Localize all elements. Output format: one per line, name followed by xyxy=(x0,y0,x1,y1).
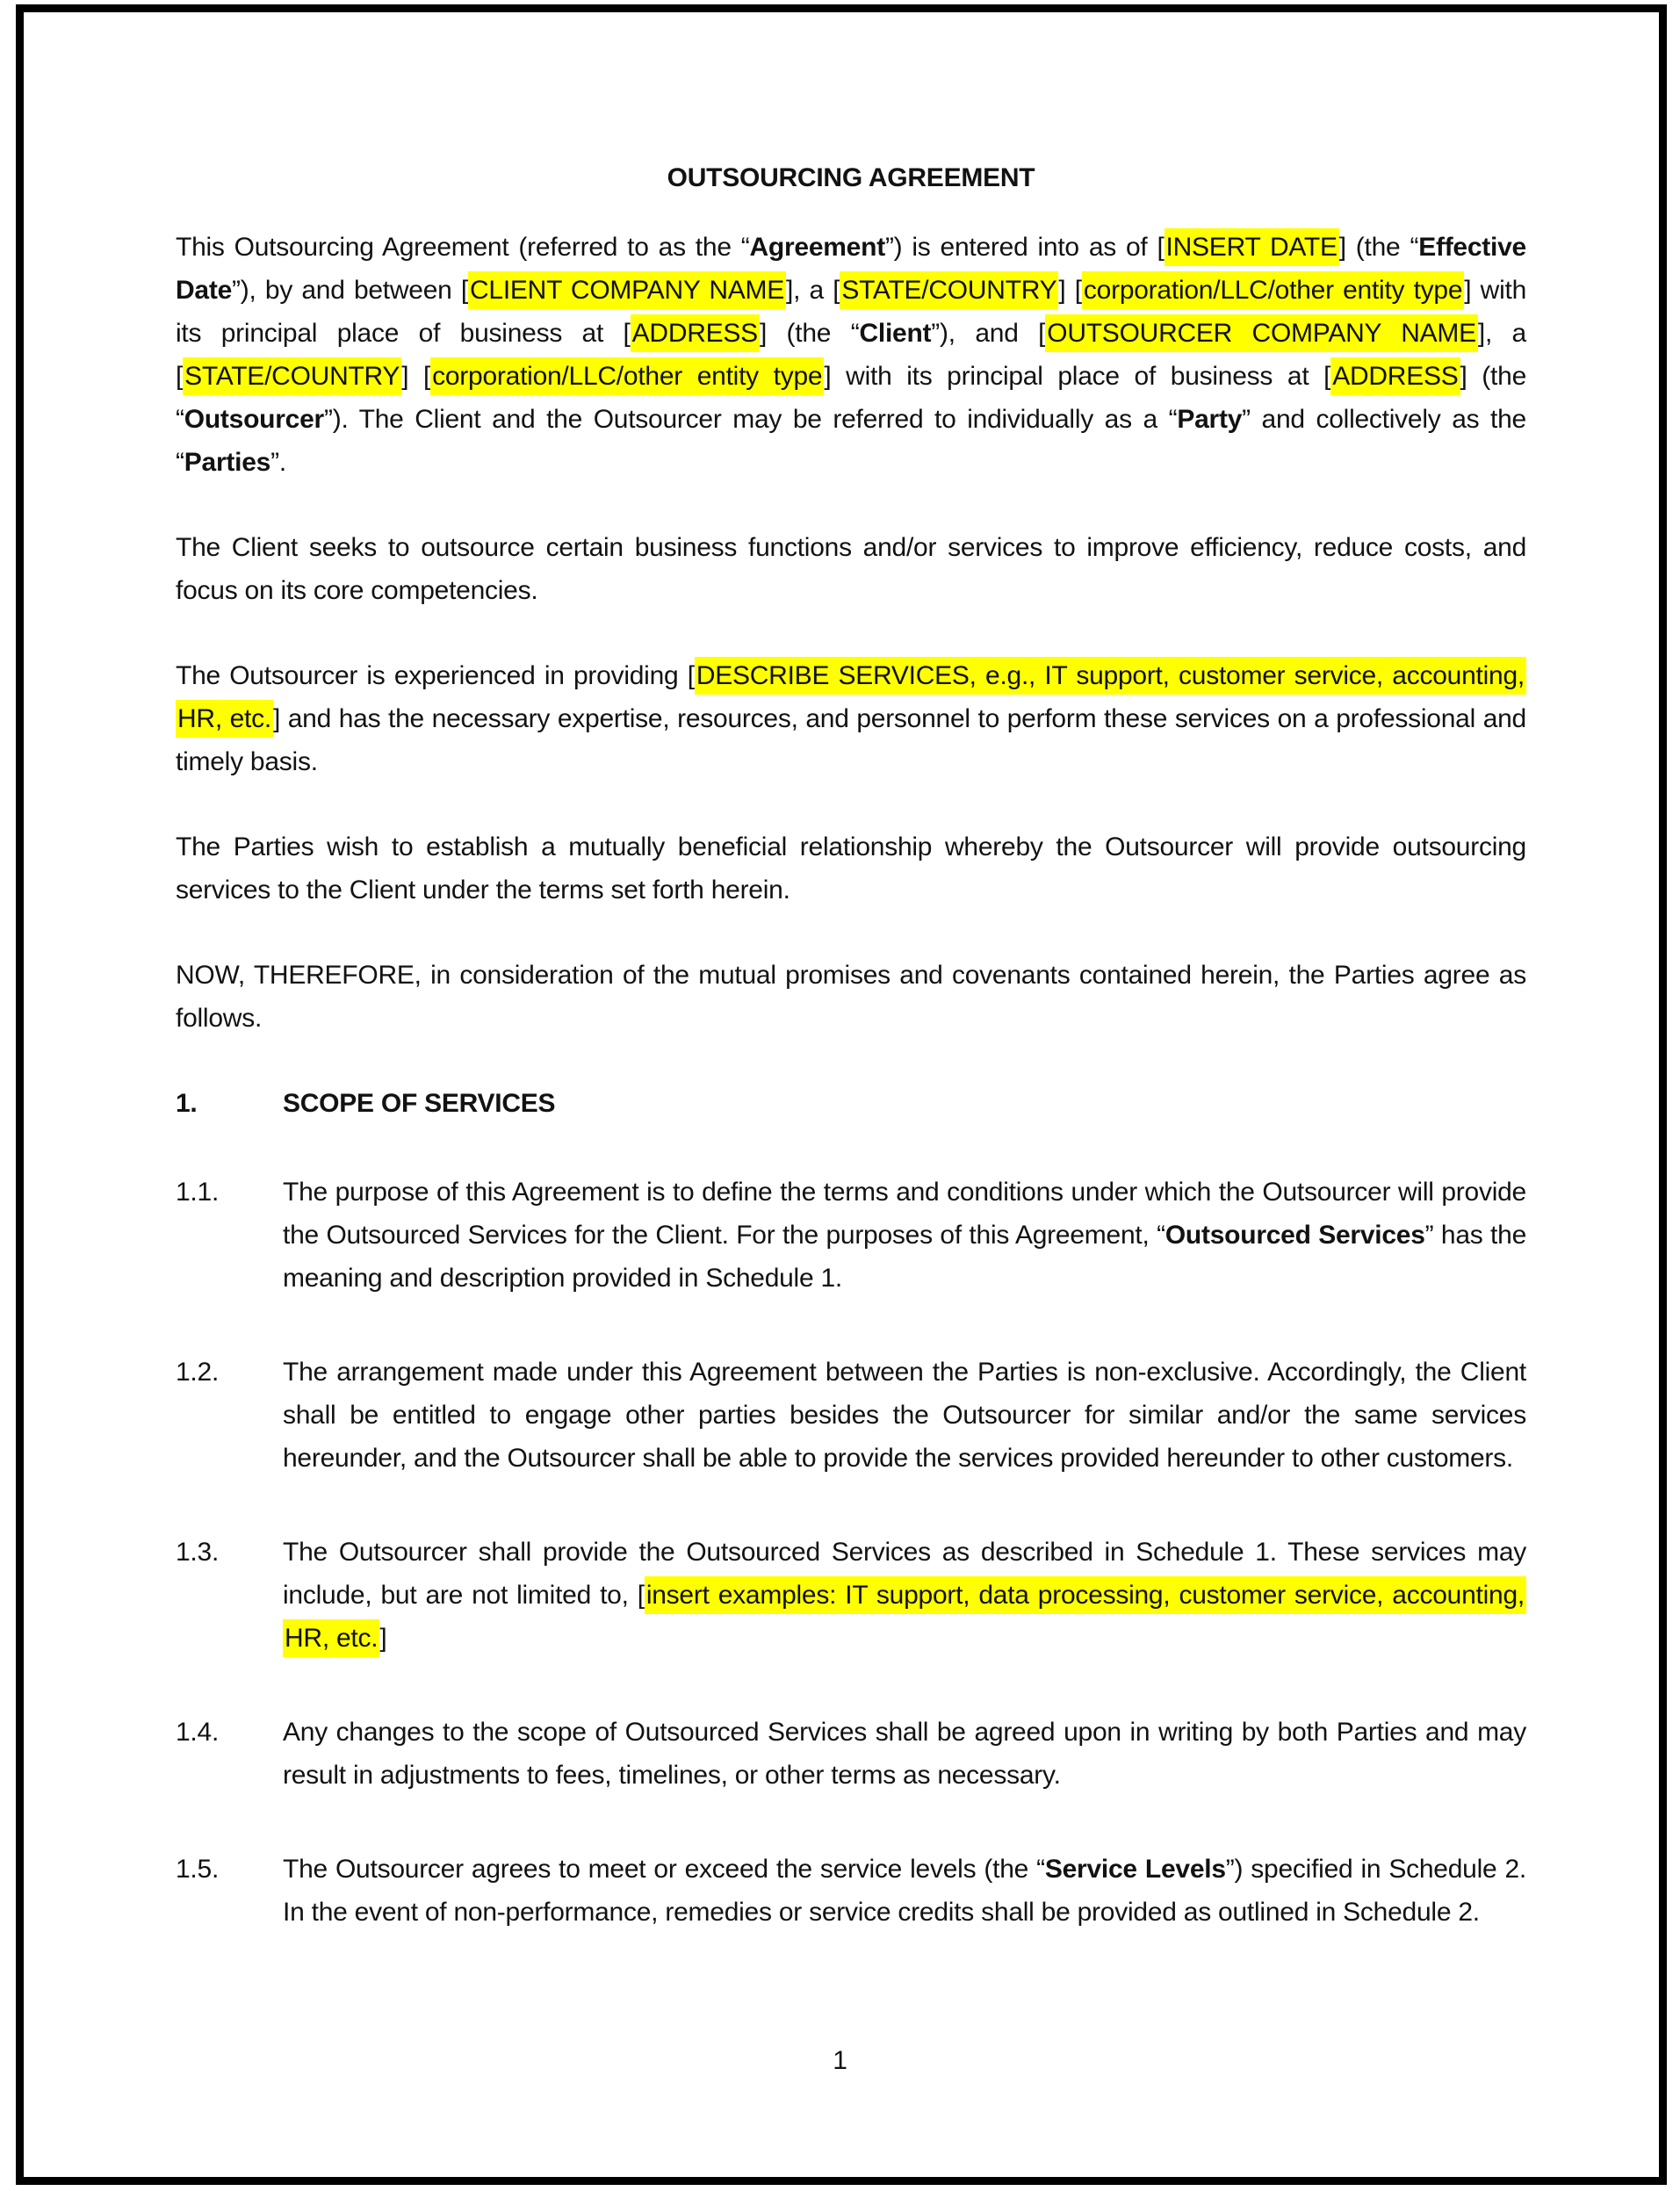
text-run: ] (the “ xyxy=(759,319,860,348)
page-number: 1 xyxy=(833,2046,847,2075)
paragraph xyxy=(176,954,1526,1040)
paragraph xyxy=(176,526,1526,612)
text-run: ”. xyxy=(270,448,286,477)
placeholder-highlight: STATE/COUNTRY xyxy=(840,271,1058,309)
numbered-clause xyxy=(176,1848,1526,1934)
text-run: ] with its principal place of business at [ xyxy=(176,276,1527,348)
defined-term: Party xyxy=(1177,405,1243,434)
numbered-clause xyxy=(176,1531,1526,1660)
clause-text xyxy=(283,1089,555,1118)
defined-term: Outsourcer xyxy=(184,405,324,434)
clause-text xyxy=(283,1178,1526,1293)
numbered-clause xyxy=(176,1351,1526,1480)
text-run: ] with its principal place of business at [ xyxy=(824,362,1331,391)
paragraph xyxy=(176,226,1526,484)
placeholder-highlight: CLIENT COMPANY NAME xyxy=(468,271,786,309)
text-run: The Client seeks to outsource certain business functions and/or services to improve efficiency, reduce costs, and focus on its core competencies. xyxy=(176,533,1526,605)
text-run: NOW, THEREFORE, in consideration of the mutual promises and covenants contained herein, the Parties agree as follows. xyxy=(176,961,1526,1033)
text-run: ” has the meaning and description provided in Schedule 1. xyxy=(283,1221,1527,1293)
text-run: ], a [ xyxy=(176,319,1526,391)
text-run: ”), and [ xyxy=(931,319,1046,348)
text-run: The Outsourcer shall provide the Outsourced Services as described in Schedule 1. These services may include, but are not limited to, [ xyxy=(283,1538,1526,1610)
clause-number: 1.3. xyxy=(176,1538,220,1567)
text-run: ”). The Client and the Outsourcer may be referred to individually as a “ xyxy=(323,405,1178,434)
text-run: ] (the “ xyxy=(1338,233,1419,262)
text-run: ” and collectively as the “ xyxy=(176,405,1526,477)
clause-text xyxy=(283,1538,1526,1657)
numbered-clause xyxy=(176,1171,1526,1300)
placeholder-highlight: ADDRESS xyxy=(1330,357,1460,395)
text-run: ], a [ xyxy=(786,276,840,305)
placeholder-highlight: OUTSOURCER COMPANY NAME xyxy=(1045,314,1478,352)
text-run: ] (the “ xyxy=(176,362,1527,434)
clause-text xyxy=(283,1718,1526,1790)
text-run: SCOPE OF SERVICES xyxy=(283,1089,556,1118)
clause-number: 1. xyxy=(176,1089,198,1118)
text-run: This Outsourcing Agreement (referred to as the “ xyxy=(176,233,750,262)
clause-number: 1.2. xyxy=(176,1358,220,1387)
defined-term: Effective Date xyxy=(176,233,1526,305)
clause-text xyxy=(283,1855,1526,1927)
text-run: The Outsourcer is experienced in providing [ xyxy=(176,661,695,690)
placeholder-highlight: insert examples: IT support, data processing, customer service, accounting, HR, etc. xyxy=(283,1576,1526,1657)
placeholder-highlight: corporation/LLC/other entity type xyxy=(430,357,824,395)
clause-number: 1.4. xyxy=(176,1718,220,1747)
placeholder-highlight: STATE/COUNTRY xyxy=(183,357,401,395)
defined-term: Client xyxy=(859,319,932,348)
document-title: OUTSOURCING AGREEMENT xyxy=(667,163,1035,192)
text-run: ] and has the necessary expertise, resources, and personnel to perform these services on a professional and timely basis. xyxy=(176,704,1526,776)
clause-number: 1.5. xyxy=(176,1855,220,1884)
numbered-clause xyxy=(176,1711,1526,1797)
placeholder-highlight: INSERT DATE xyxy=(1164,228,1339,266)
defined-term: Outsourced Services xyxy=(1164,1221,1425,1250)
text-run: The Outsourcer agrees to meet or exceed the service levels (the “ xyxy=(283,1855,1045,1884)
text-run: The purpose of this Agreement is to define the terms and conditions under which the Outsourcer will provide the Outsourced Services for the Client. For the purposes of this Agreement, “ xyxy=(283,1178,1526,1250)
text-run: ”) is entered into as of [ xyxy=(884,233,1164,262)
defined-term: Parties xyxy=(184,448,271,477)
paragraph xyxy=(176,825,1526,912)
placeholder-highlight: ADDRESS xyxy=(631,314,760,352)
section-heading xyxy=(176,1082,1526,1125)
defined-term: Service Levels xyxy=(1044,1855,1226,1884)
text-run: The Parties wish to establish a mutually beneficial relationship whereby the Outsourcer will provide outsourcing services to the Client under the terms set forth herein. xyxy=(176,832,1526,905)
text-run: The arrangement made under this Agreement between the Parties is non-exclusive. Accordingly, the Client shall be entitled to engage other parties besides the Outsourcer for similar and/or the same services hereunder, and the Outsourcer shall be able to provide the services provided hereunder to other customers. xyxy=(283,1358,1526,1473)
text-run: ] xyxy=(379,1624,387,1653)
paragraph xyxy=(176,654,1526,783)
text-run: ”), by and between [ xyxy=(232,276,468,305)
placeholder-highlight: DESCRIBE SERVICES, e.g., IT support, customer service, accounting, HR, etc. xyxy=(176,657,1526,738)
defined-term: Agreement xyxy=(749,233,885,262)
clause-text xyxy=(283,1358,1526,1473)
text-run: Any changes to the scope of Outsourced Services shall be agreed upon in writing by both Parties and may result in adjustments to fees, timelines, or other terms as necessary. xyxy=(283,1718,1526,1790)
document-blocks xyxy=(176,226,1526,1934)
text-run: ] [ xyxy=(1058,276,1082,305)
text-run: ”) specified in Schedule 2. In the event of non-performance, remedies or service credits shall be provided as outlined in Schedule 2. xyxy=(283,1855,1526,1927)
clause-number: 1.1. xyxy=(176,1178,220,1207)
text-run: ] [ xyxy=(401,362,431,391)
placeholder-highlight: corporation/LLC/other entity type xyxy=(1082,271,1464,309)
